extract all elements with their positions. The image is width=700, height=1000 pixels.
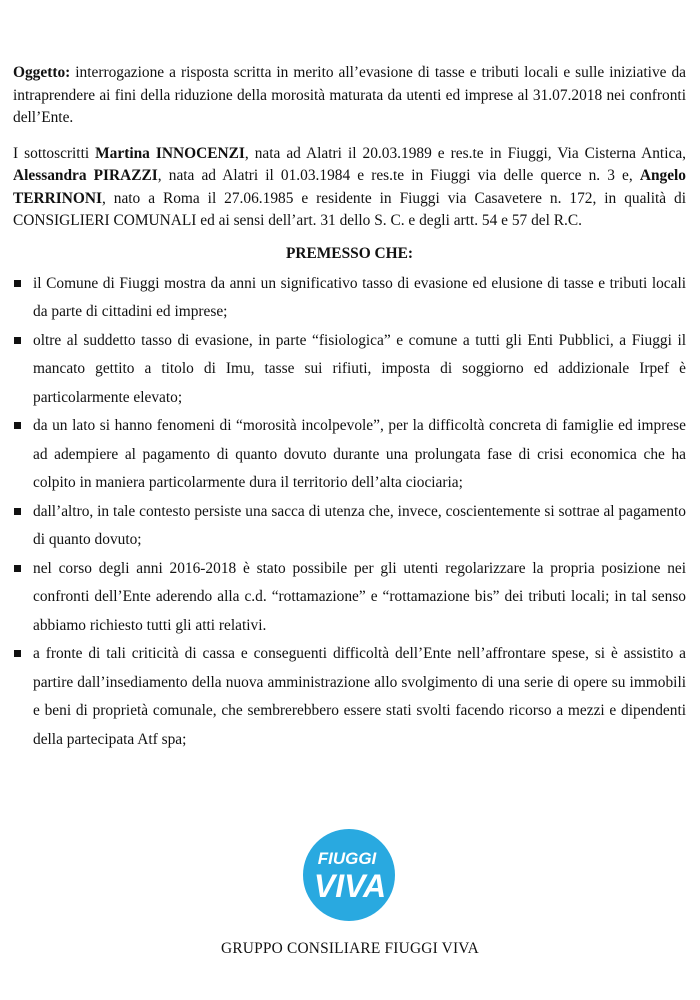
list-item-text: oltre al suddetto tasso di evasione, in parte “fisiologica” e comune a tutti gli Enti Pubblici, a Fiuggi il mancato gettito a titolo di Imu, tasse sui rifiuti, imposta di soggiorno ed addizionale Irpef è particolarmente elevato; bbox=[33, 331, 686, 406]
square-bullet-icon bbox=[14, 508, 21, 515]
list-item bbox=[13, 412, 686, 498]
square-bullet-icon bbox=[14, 422, 21, 429]
signer-name-2: Alessandra PIRAZZI bbox=[13, 167, 158, 184]
signers-text-1: I sottoscritti bbox=[13, 144, 96, 162]
list-item-text: il Comune di Fiuggi mostra da anni un significativo tasso di evasione ed elusione di tasse e tributi locali da parte di cittadini ed imprese; bbox=[33, 274, 686, 320]
list-item bbox=[13, 640, 686, 754]
list-item bbox=[13, 270, 686, 327]
signers-text-4: , nato a Roma il 27.06.1985 e residente in Fiuggi via Casavetere n. 172, in qualità di CONSIGLIERI COMUNALI ed ai sensi dell’art. 31 dello S. C. e degli artt. 54 e 57 del R.C. bbox=[13, 189, 686, 229]
list-item-text: dall’altro, in tale contesto persiste una sacca di utenza che, invece, coscientemente si sottrae al pagamento di quanto dovuto; bbox=[33, 502, 686, 548]
subject-label: Oggetto: bbox=[13, 64, 71, 81]
subject-text: interrogazione a risposta scritta in merito all’evasione di tasse e tributi locali e sulle iniziative da intraprendere ai fini della riduzione della morosità maturata da utenti ed imprese al 31.07.2018 nei confronti dell’Ente. bbox=[13, 64, 686, 126]
list-item bbox=[13, 498, 686, 555]
logo-text-top: FIUGGI bbox=[317, 849, 377, 868]
list-item-text: a fronte di tali criticità di cassa e conseguenti difficoltà dell’Ente nell’affrontare spese, si è assistito a partire dall’insediamento della nuova amministrazione allo svolgimento di una serie di opere su immobili e beni di proprietà comunale, che sembrerebbero essere stati svolti facendo ricorso a mezzi e dipendenti della partecipata Atf spa; bbox=[33, 645, 686, 748]
signers-text-2: , nata ad Alatri il 20.03.1989 e res.te in Fiuggi, Via Cisterna Antica, bbox=[244, 144, 686, 162]
square-bullet-icon bbox=[14, 650, 21, 657]
list-item bbox=[13, 555, 686, 641]
document-body bbox=[13, 62, 686, 754]
list-item-text: da un lato si hanno fenomeni di “morosità incolpevole”, per la difficoltà concreta di famiglie ed imprese ad adempiere al pagamento di quanto dovuto durante una prolungata fase di crisi economica che ha colpito in maniera particolarmente dura il territorio dell’alta ciociaria; bbox=[33, 417, 686, 491]
subject-paragraph bbox=[13, 62, 686, 130]
list-item bbox=[13, 327, 686, 413]
premises-list bbox=[13, 270, 686, 755]
square-bullet-icon bbox=[14, 337, 21, 344]
signers-paragraph bbox=[13, 143, 686, 233]
section-heading: PREMESSO CHE: bbox=[286, 244, 413, 262]
signer-name-3: Angelo TERRINONI bbox=[13, 167, 687, 207]
footer-group-name: GRUPPO CONSILIARE FIUGGI VIVA bbox=[221, 940, 479, 957]
square-bullet-icon bbox=[14, 280, 21, 287]
list-item-text: nel corso degli anni 2016-2018 è stato possibile per gli utenti regolarizzare la propria posizione nei confronti dell’Ente aderendo alla c.d. “rottamazione” e “rottamazione bis” dei tributi locali; in tal senso abbiamo richiesto tutti gli atti relativi. bbox=[33, 559, 686, 634]
fiuggi-viva-logo bbox=[301, 827, 397, 923]
logo-text-bottom: VIVA bbox=[313, 868, 387, 904]
signers-text-3: , nata ad Alatri il 01.03.1984 e res.te in Fiuggi via delle querce n. 3 e, bbox=[157, 167, 640, 184]
signer-name-1: Martina INNOCENZI bbox=[95, 144, 245, 162]
square-bullet-icon bbox=[14, 565, 21, 572]
